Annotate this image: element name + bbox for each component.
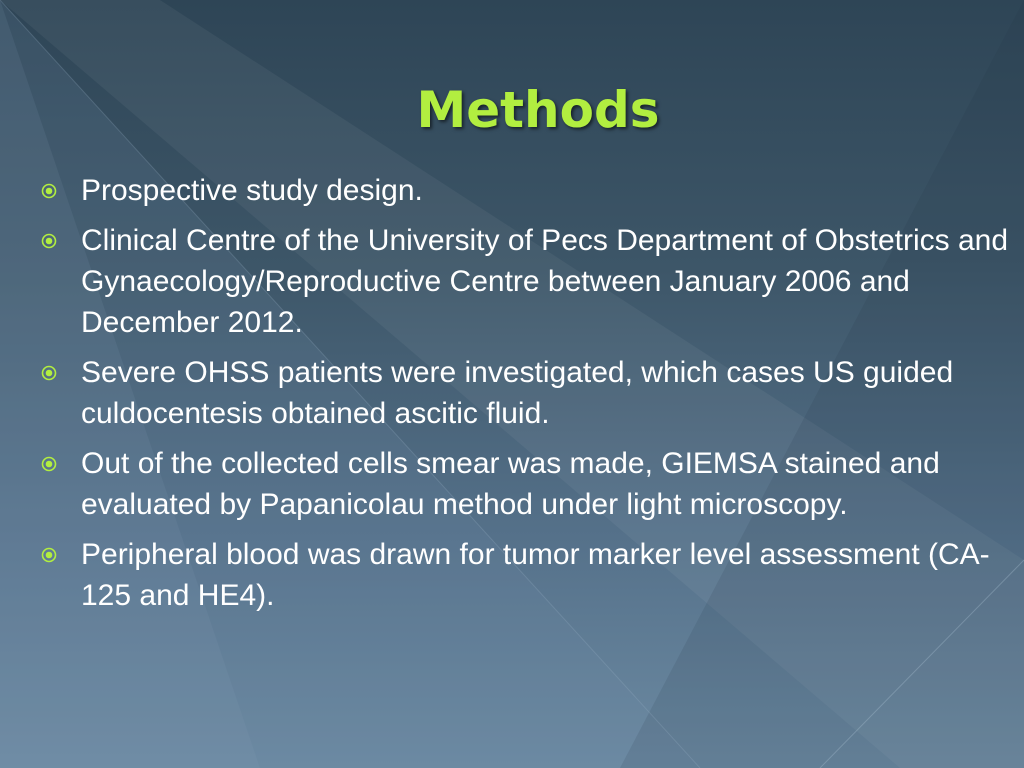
circled-dot-icon [41,233,57,249]
bullet-item [0,170,1010,211]
circled-dot-icon [41,456,57,472]
slide-title: Methods [416,81,660,139]
bullet-item [0,534,1010,616]
bullet-text: Severe OHSS patients were investigated, which cases US guided culdocentesis obtained ascitic fluid. [81,356,954,430]
circled-dot-icon [41,365,57,381]
bullet-text: Out of the collected cells smear was made, GIEMSA stained and evaluated by Papanicolau method under light microscopy. [81,447,940,521]
bullet-text: Peripheral blood was drawn for tumor marker level assessment (CA-125 and HE4). [81,538,990,612]
bullet-item [0,220,1010,343]
bullet-item [0,352,1010,434]
bullet-item [0,443,1010,525]
circled-dot-icon [41,547,57,563]
bullet-list [0,170,1010,625]
circled-dot-icon [41,183,57,199]
bullet-text: Clinical Centre of the University of Pecs Department of Obstetrics and Gynaecology/Reproductive Centre between January 2006 and December 2012. [81,224,1009,339]
bullet-text: Prospective study design. [81,174,423,207]
